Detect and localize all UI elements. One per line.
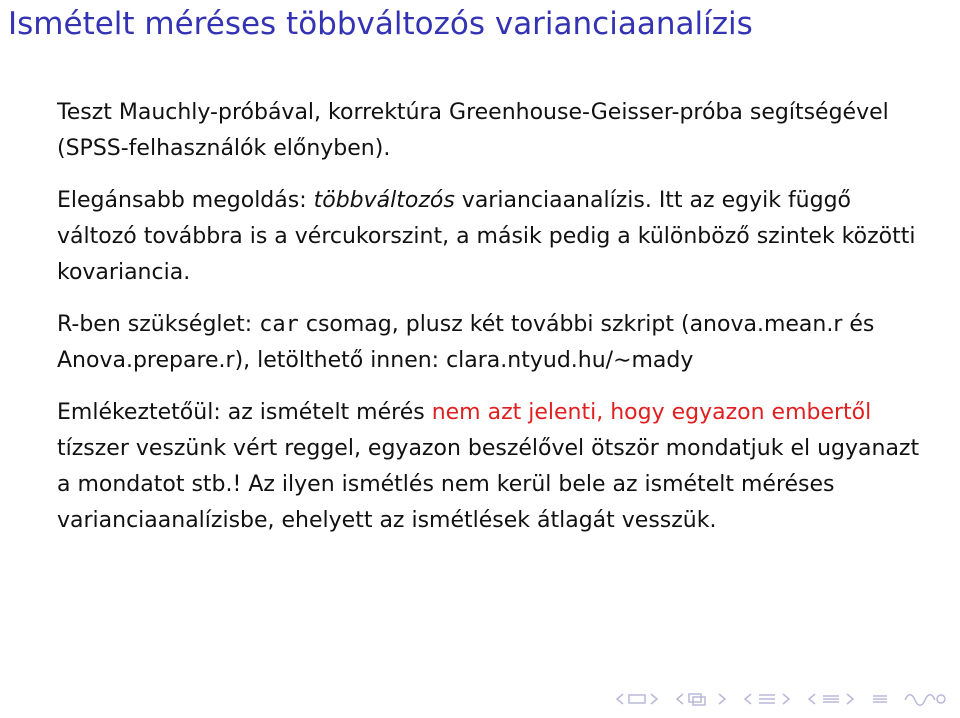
paragraph-reminder <box>57 395 937 539</box>
paragraph-multivariate-rest: varianciaanalízis. Itt az egyik függő változó továbbra is a vércukorszint, a másik pedig a különböző szintek közötti kovariancia. <box>57 188 916 285</box>
nav-slide-icon[interactable] <box>807 691 857 710</box>
paragraph-reminder-text: Emlékeztetőül: az ismételt mérés <box>57 400 432 425</box>
paragraph-multivariate-text: Elegánsabb megoldás: <box>57 188 314 213</box>
beamer-navigation <box>615 690 947 710</box>
nav-frame-icon[interactable] <box>615 691 661 710</box>
nav-subsection-icon[interactable] <box>675 691 729 710</box>
code-car: car <box>259 312 299 337</box>
paragraph-r-requirements <box>57 307 937 379</box>
highlight-warning: nem azt jelenti, hogy egyazon embertől <box>431 400 872 425</box>
emphasis-multivariate: többváltozós <box>313 188 455 213</box>
paragraph-r-rest: csomag, plusz két további szkript (anova.mean.r és Anova.prepare.r), letölthető innen: clara.ntyud.hu/∼mady <box>57 312 875 373</box>
paragraph-mauchly: Teszt Mauchly-próbával, korrektúra Greenhouse-Geisser-próba segítségével (SPSS-felhasználók előnyben). <box>57 100 889 161</box>
paragraph-multivariate <box>57 183 937 291</box>
paragraph-r-text: R-ben szükséglet: <box>57 312 260 337</box>
paragraph-reminder-rest: tízszer veszünk vért reggel, egyazon beszélővel ötször mondatjuk el ugyanazt a mondatot stb.! Az ilyen ismétlés nem kerül bele az ismételt méréses varianciaanalízisbe, ehelyett az ismétlések átlagát vesszük. <box>57 436 920 533</box>
nav-align-icon[interactable] <box>871 691 889 710</box>
nav-section-icon[interactable] <box>743 691 793 710</box>
slide-body <box>57 95 937 555</box>
slide-title: Ismételt méréses többváltozós varianciaanalízis <box>8 6 753 42</box>
nav-search-icon[interactable] <box>903 691 947 710</box>
